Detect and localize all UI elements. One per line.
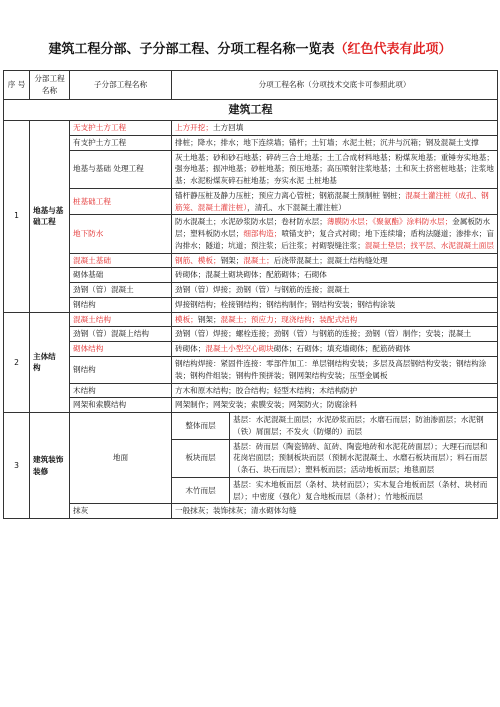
item-text: 砖砌体；混凝土砌块砌体；配筋砌体；石砌体 xyxy=(175,270,327,280)
layer-name: 板块而层 xyxy=(172,439,230,477)
division-name: 地基与基础工程 xyxy=(30,121,70,313)
item-text: 钢架； xyxy=(220,255,244,265)
item-text: 劲钢（管）焊接；螺栓连接；劲钢（管）与钢筋的连接；劲钢（管）制作；安装；混凝土 xyxy=(175,329,472,339)
item-text: 混凝土小型空心砌块 xyxy=(205,344,274,354)
item-text: 网架制作；网架安装；索膜安装；网架防火；防腐涂料 xyxy=(175,400,358,410)
table-row xyxy=(4,327,498,342)
table-row xyxy=(4,413,498,440)
table-row xyxy=(4,504,498,519)
section-title: 建筑工程 xyxy=(4,100,498,121)
item-list xyxy=(172,135,498,150)
subdivision-name: 无支护土方工程 xyxy=(70,121,172,136)
item-text: 钢筋、模板； xyxy=(175,255,221,265)
group-index: 1 xyxy=(4,121,30,313)
item-text: 土方回填 xyxy=(212,123,244,132)
subdivision-name: 木结构 xyxy=(70,383,172,398)
subdivision-name: 地基与基础 处理工程 xyxy=(70,150,172,188)
table-row xyxy=(4,342,498,357)
item-list xyxy=(172,327,498,342)
item-list xyxy=(172,215,498,253)
table-row xyxy=(4,188,498,215)
table-row xyxy=(4,268,498,283)
item-text: 混凝土垫层；找平层、水泥混凝土面层 xyxy=(364,240,494,250)
item-list xyxy=(172,398,498,413)
item-text: 金属板防水层；塑料板防水层； xyxy=(175,217,491,239)
item-list xyxy=(172,268,498,283)
item-list xyxy=(172,357,498,384)
table-row xyxy=(4,398,498,413)
item-text: 防水混凝土；水泥砂浆防水层；卷材防水层； xyxy=(175,217,327,227)
layer-name: 整体而层 xyxy=(172,413,230,440)
item-text: 劲钢（管）焊接；劲钢（管）与钢筋的连接；混凝土 xyxy=(175,285,350,295)
item-text: 细部构造； xyxy=(243,229,282,239)
item-text: ，清孔、水下混凝土灌注桩） xyxy=(247,202,346,212)
item-text: 喷锚支护；复合式衬砌；地下连续墙；盾构法隧道；渗排水；盲沟排水；隧道；坑道；预注浆；后注浆；衬砌裂缝注浆； xyxy=(175,229,494,250)
group-index: 3 xyxy=(4,413,30,519)
item-text: 模板； xyxy=(175,314,198,324)
item-text: 混凝土；预应力；现浇结构；装配式结构 xyxy=(220,314,358,324)
table-row xyxy=(4,283,498,298)
table-row xyxy=(4,357,498,384)
item-text: 砖砌体； xyxy=(175,344,206,354)
table-header xyxy=(4,71,498,100)
division-name: 主体结 构 xyxy=(30,312,70,412)
item-text: 砌体；石砌体；填充墙砌体；配筋砖砌体 xyxy=(273,344,411,354)
subdivision-name: 混凝土基础 xyxy=(70,253,172,268)
item-list: 基层：实木地板而层（条材、块材而层）；实木复合地板而层（条材、块材而层）；中密度（强化）复合地板而层（条材）；竹地板而层 xyxy=(230,477,498,504)
item-text: 方木和原木结构；胶合结构；轻型木结构；木结构防护 xyxy=(175,385,358,395)
item-text: 钢结构焊接：紧固件连接：零部件加工：单层钢结构安装；多层及高层钢结构安装；钢结构涂装；钢构件组装；钢构件预拼装；钢网架结构安装；压型金属板 xyxy=(175,359,487,380)
group-index: 2 xyxy=(4,312,30,412)
item-list xyxy=(172,283,498,298)
table-row xyxy=(4,253,498,268)
subdivision-name: 钢结构 xyxy=(70,297,172,312)
item-list: 基层：砖而层（陶瓷锦砖、缸砖、陶瓷地砖和水泥花砖面层）；大理石而层和花岗岩面层；预制板块而层（预制水泥混凝土、水磨石板块而层）；料石而层（条石、块石而层）；塑料板而层；活动地板而层；地毯面层 xyxy=(230,439,498,477)
item-list xyxy=(172,342,498,357)
header-seq: 序 号 xyxy=(4,71,30,100)
item-list xyxy=(172,312,498,327)
item-text: 薄膜防水层；《聚氨酯》涂料防水层； xyxy=(326,217,453,227)
subdivision-name: 网架和索膜结构 xyxy=(70,398,172,413)
item-text: 焊接钢结构；栓接钢结构；钢结构制作；钢结构安装；钢结构涂装 xyxy=(175,299,396,309)
table-row xyxy=(4,383,498,398)
subdivision-name: 桩基础工程 xyxy=(70,188,172,215)
subdivision-name: 劲钢（管）混凝上结构 xyxy=(70,327,172,342)
item-list xyxy=(172,297,498,312)
table-row xyxy=(4,297,498,312)
item-list: 基层：水泥混凝土面层；水泥砂浆而层；水磨石而层；防油渗面层；水泥钢（铁）屑面层；不发火（防爆的）而层 xyxy=(230,413,498,440)
item-text: 锚杆静压桩及静力压桩；预应力离心管桩；钢筋混凝土预制桩 钢桩； xyxy=(175,190,406,200)
item-text: 后浇带混凝土；混凝土结构缝处理 xyxy=(273,255,388,265)
table-row xyxy=(4,312,498,327)
table-row xyxy=(4,215,498,253)
subdivision-name: 有支护土方工程 xyxy=(70,135,172,150)
subdivision-name: 钢结构 xyxy=(70,357,172,384)
subdivision-name: 地面 xyxy=(70,413,172,504)
item-text: 灰土地基；砂和砂石地基；碎砖三合土地基；土工合成材料地基；粉煤灰地基；重锤夯实地基；强夯地基；振冲地基；砂桩地基；预压地基；高压喷射注浆地基；土和灰土挤密桩地基；注浆地基；水泥粉煤灰碎石桩地基；夯实水泥 土桩地基 xyxy=(175,152,494,186)
item-list xyxy=(172,150,498,188)
division-name: 建筑装饰装修 xyxy=(30,413,70,519)
subdivision-name: 地下防水 xyxy=(70,215,172,253)
title-note: （红色代表有此项） xyxy=(334,42,452,57)
item-text: 混凝土； xyxy=(243,255,274,265)
subdivision-name: 砌体基础 xyxy=(70,268,172,283)
subdivision-name: 砌体结构 xyxy=(70,342,172,357)
item-list xyxy=(172,253,498,268)
table-row xyxy=(4,121,498,136)
page-title: 建筑工程分部、子分部工程、分项工程名称一览表（红色代表有此项） xyxy=(48,42,452,57)
section-row xyxy=(4,100,498,121)
item-text: 上方开挖； xyxy=(175,123,213,132)
item-list xyxy=(172,121,498,136)
layer-name: 木竹而层 xyxy=(172,477,230,504)
division-table xyxy=(3,70,498,519)
item-list: 一般抹灰；装饰抹灰；清水砌体勾缝 xyxy=(172,504,498,519)
subdivision-name: 劲钢（管）混凝土 xyxy=(70,283,172,298)
header-division: 分部工程名称 xyxy=(30,71,70,100)
item-text: 排桩；降水；排水；地下连续墙；锚杆；土钉墙；水泥土桩；沉井与沉箱；钢及混凝土支撑 xyxy=(175,137,479,147)
subdivision-name: 混凝土结构 xyxy=(70,312,172,327)
table-row xyxy=(4,150,498,188)
item-text: 钢架； xyxy=(197,314,221,324)
table-row xyxy=(4,135,498,150)
item-text: 混凝土灌注桩（成孔、钢筋笼、混凝土灌注桩） xyxy=(175,190,489,212)
item-list xyxy=(172,383,498,398)
item-list xyxy=(172,188,498,215)
subdivision-name: 抹灰 xyxy=(70,504,172,519)
header-items: 分项工程名称（分项技术交底卡可参照此项） xyxy=(172,71,498,100)
header-subdivision: 子分部工程名称 xyxy=(70,71,172,100)
